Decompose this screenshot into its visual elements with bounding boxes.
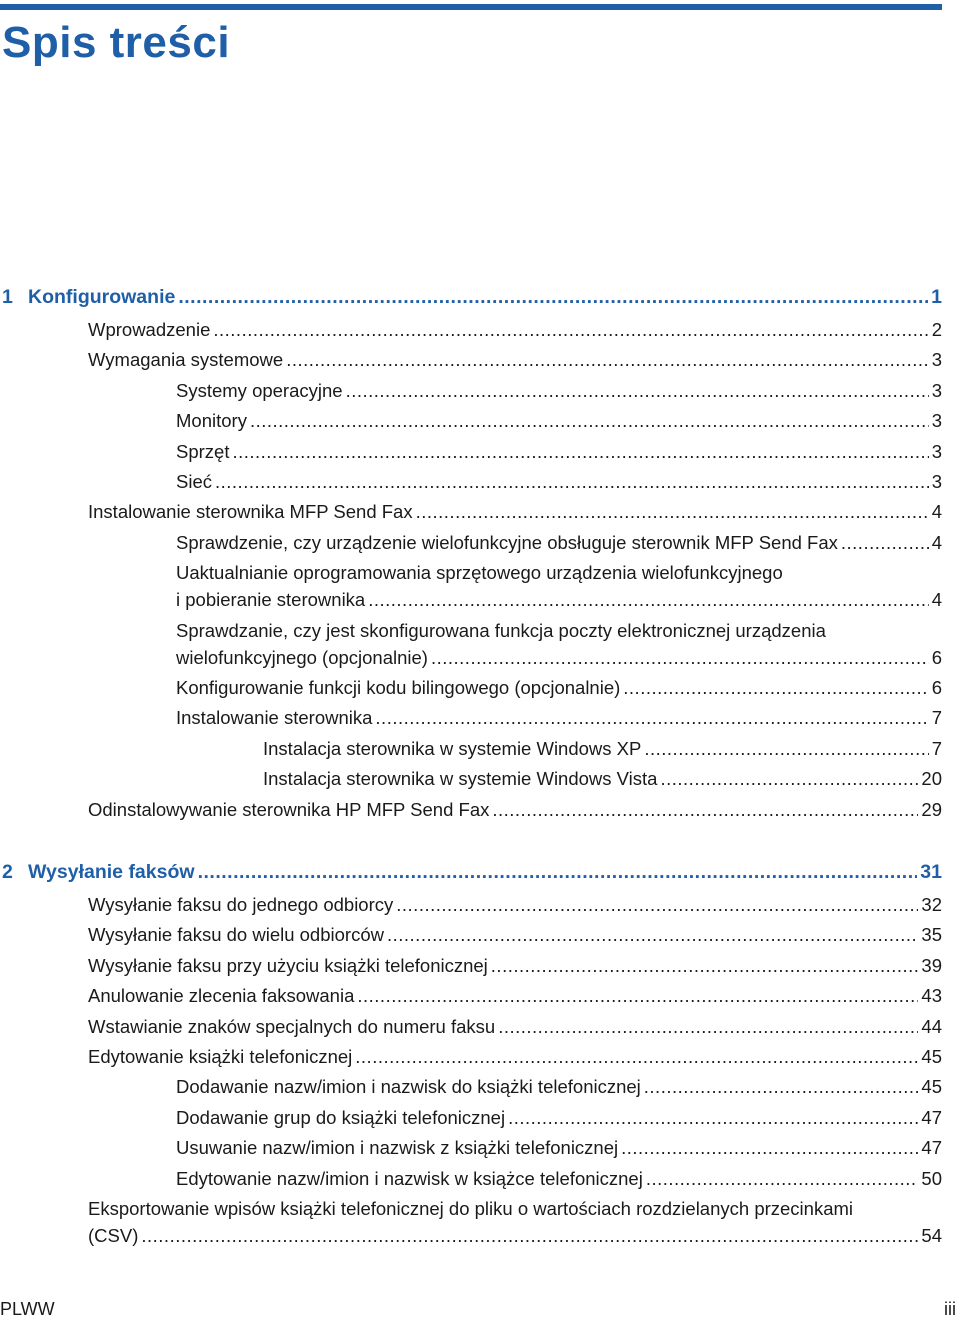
toc-entry-label: Wysyłanie faksu do wielu odbiorców bbox=[88, 924, 384, 946]
toc-entry-label: Dodawanie grup do książki telefonicznej bbox=[176, 1106, 506, 1128]
toc-page-number: 39 bbox=[921, 954, 942, 976]
toc-leader-dots bbox=[213, 316, 928, 343]
toc-entry[interactable] bbox=[88, 1013, 942, 1040]
toc-entry[interactable] bbox=[263, 765, 942, 792]
toc-entry[interactable] bbox=[176, 704, 942, 731]
toc-page-number: 47 bbox=[921, 1137, 942, 1159]
toc-entry-label: Sieć bbox=[176, 471, 212, 492]
toc-page-number: 50 bbox=[921, 1167, 942, 1189]
toc-leader-dots bbox=[841, 529, 929, 556]
toc-leader-dots bbox=[215, 468, 929, 495]
toc-page-number: 31 bbox=[920, 861, 942, 883]
toc-page-number: 6 bbox=[931, 646, 942, 668]
toc-chapter-2[interactable] bbox=[2, 859, 942, 886]
toc-page-number: 3 bbox=[931, 410, 942, 432]
toc-leader-dots bbox=[660, 765, 918, 792]
toc-entry[interactable] bbox=[88, 346, 942, 373]
toc-leader-dots bbox=[355, 1043, 918, 1070]
toc-entry-label: Edytowanie nazw/imion i nazwisk w książce telefonicznej bbox=[176, 1167, 643, 1189]
toc-entry-label: Instalowanie sterownika bbox=[176, 707, 373, 729]
toc-leader-dots bbox=[387, 921, 918, 948]
toc-entry-label: Instalowanie sterownika MFP Send Fax bbox=[88, 501, 413, 523]
toc-entry[interactable] bbox=[88, 952, 942, 979]
toc-page-number: 43 bbox=[921, 985, 942, 1007]
toc-leader-dots bbox=[357, 982, 918, 1009]
toc-page-number: 20 bbox=[921, 768, 942, 790]
toc-leader-dots bbox=[198, 859, 918, 886]
toc-leader-dots bbox=[646, 1165, 919, 1192]
toc-entry[interactable] bbox=[88, 891, 942, 918]
toc-page-number: 4 bbox=[931, 589, 942, 611]
toc-entry-label: Wprowadzenie bbox=[88, 319, 211, 340]
toc-page-number: 4 bbox=[931, 531, 942, 553]
toc-entry[interactable] bbox=[176, 1134, 942, 1161]
toc-page-number: 29 bbox=[921, 798, 942, 820]
toc-leader-dots bbox=[644, 735, 928, 762]
toc-leader-dots bbox=[346, 377, 929, 404]
toc-entry[interactable] bbox=[88, 316, 942, 343]
toc-entry-label-line1: Eksportowanie wpisów książki telefonicznej do pliku o wartościach rozdzielanych przecinkami bbox=[88, 1198, 854, 1219]
toc-page-number: 35 bbox=[921, 924, 942, 946]
toc-page-number: 6 bbox=[931, 677, 942, 698]
toc-chapter-label bbox=[2, 859, 195, 886]
toc-leader-dots bbox=[431, 644, 929, 671]
toc-entry-label: Anulowanie zlecenia faksowania bbox=[88, 985, 355, 1007]
toc-entry-label: Sprawdzenie, czy urządzenie wielofunkcyjne obsługuje sterownik MFP Send Fax bbox=[176, 531, 838, 553]
toc-leader-dots bbox=[141, 1222, 918, 1249]
toc-leader-dots bbox=[250, 407, 929, 434]
toc-entry[interactable] bbox=[88, 982, 942, 1009]
toc-page-number: 45 bbox=[921, 1076, 942, 1098]
toc-entry[interactable] bbox=[176, 559, 942, 613]
toc-page-number: 7 bbox=[931, 737, 942, 759]
toc-leader-dots bbox=[621, 1134, 918, 1161]
toc-chapter-label bbox=[2, 284, 175, 311]
toc-entry[interactable] bbox=[176, 377, 942, 404]
toc-entry[interactable] bbox=[176, 1165, 942, 1192]
toc-leader-dots bbox=[286, 346, 929, 373]
toc-page-number: 4 bbox=[931, 501, 942, 523]
toc-page-number: 32 bbox=[921, 894, 942, 915]
toc-chapter-1[interactable] bbox=[2, 284, 942, 311]
toc-entry-label-line1: Uaktualnianie oprogramowania sprzętowego urządzenia wielofunkcyjnego bbox=[176, 562, 783, 584]
toc-chapter-title: Wysyłanie faksów bbox=[28, 861, 195, 883]
toc-page-number: 3 bbox=[931, 349, 942, 371]
toc-leader-dots bbox=[368, 586, 928, 613]
toc-leader-dots bbox=[644, 1073, 919, 1100]
toc-entry[interactable] bbox=[88, 498, 942, 525]
toc-chapter-number: 2 bbox=[2, 861, 13, 883]
toc-leader-dots bbox=[178, 284, 928, 311]
toc-entry[interactable] bbox=[88, 921, 942, 948]
toc-entry-label: wielofunkcyjnego (opcjonalnie) bbox=[176, 646, 428, 668]
toc-page-number: 3 bbox=[931, 471, 942, 492]
toc-entry-label: i pobieranie sterownika bbox=[176, 589, 366, 611]
toc-leader-dots bbox=[498, 1013, 918, 1040]
toc-entry[interactable] bbox=[176, 617, 942, 671]
toc-page-number: 54 bbox=[921, 1225, 942, 1246]
toc-entry-label: Edytowanie książki telefonicznej bbox=[88, 1046, 353, 1067]
toc-leader-dots bbox=[508, 1104, 918, 1131]
toc-leader-dots bbox=[491, 952, 919, 979]
toc-entry[interactable] bbox=[176, 1073, 942, 1100]
toc-entry-label: Wstawianie znaków specjalnych do numeru faksu bbox=[88, 1015, 496, 1037]
toc-page-number: 47 bbox=[921, 1106, 942, 1128]
toc-page-number: 45 bbox=[921, 1046, 942, 1067]
toc-entry-label: Monitory bbox=[176, 410, 247, 432]
toc-entry[interactable] bbox=[176, 468, 942, 495]
toc-leader-dots bbox=[416, 498, 929, 525]
toc-entry[interactable] bbox=[88, 1195, 942, 1249]
toc-entry[interactable] bbox=[88, 796, 942, 823]
toc-entry-label-line1: Sprawdzanie, czy jest skonfigurowana funkcja poczty elektronicznej urządzenia bbox=[176, 619, 826, 641]
toc-entry-label: Wysyłanie faksu do jednego odbiorcy bbox=[88, 894, 394, 915]
toc-page-number: 44 bbox=[921, 1015, 942, 1037]
toc-entry[interactable] bbox=[176, 529, 942, 556]
footer-left: PLWW bbox=[0, 1299, 55, 1319]
toc-entry[interactable] bbox=[263, 735, 942, 762]
toc-entry[interactable] bbox=[176, 1104, 942, 1131]
toc-entry-label: Systemy operacyjne bbox=[176, 379, 343, 401]
toc-leader-dots bbox=[375, 704, 928, 731]
toc-entry[interactable] bbox=[176, 438, 942, 465]
toc-entry[interactable] bbox=[176, 674, 942, 701]
toc-leader-dots bbox=[492, 796, 918, 823]
toc-entry-label: Usuwanie nazw/imion i nazwisk z książki telefonicznej bbox=[176, 1137, 619, 1159]
toc-chapter-title: Konfigurowanie bbox=[28, 286, 176, 308]
toc-entry-label: Sprzęt bbox=[176, 440, 230, 462]
toc-entry-label: Wymagania systemowe bbox=[88, 349, 284, 371]
toc-entry-label: (CSV) bbox=[88, 1225, 139, 1246]
toc-leader-dots bbox=[396, 891, 918, 918]
toc-entry[interactable] bbox=[176, 407, 942, 434]
page-title: Spis treści bbox=[2, 18, 231, 67]
toc-entry-label: Instalacja sterownika w systemie Windows XP bbox=[263, 737, 642, 759]
toc-entry-label: Odinstalowywanie sterownika HP MFP Send Fax bbox=[88, 798, 490, 820]
toc-entry[interactable] bbox=[88, 1043, 942, 1070]
toc-chapter-number: 1 bbox=[2, 286, 13, 308]
toc-page-number: 1 bbox=[931, 286, 942, 308]
toc-leader-dots bbox=[623, 674, 928, 701]
toc-entry-label: Dodawanie nazw/imion i nazwisk do książki telefonicznej bbox=[176, 1076, 641, 1098]
toc-page-number: 3 bbox=[931, 440, 942, 462]
toc-page-number: 3 bbox=[931, 379, 942, 401]
toc-entry-label: Konfigurowanie funkcji kodu bilingowego (opcjonalnie) bbox=[176, 677, 621, 698]
toc-entry-label: Instalacja sterownika w systemie Windows Vista bbox=[263, 768, 658, 790]
toc-page-number: 7 bbox=[931, 707, 942, 729]
toc-entry-label: Wysyłanie faksu przy użyciu książki telefonicznej bbox=[88, 954, 488, 976]
footer-page-number: iii bbox=[944, 1299, 956, 1319]
toc-leader-dots bbox=[232, 438, 928, 465]
toc-page-number: 2 bbox=[931, 319, 942, 340]
